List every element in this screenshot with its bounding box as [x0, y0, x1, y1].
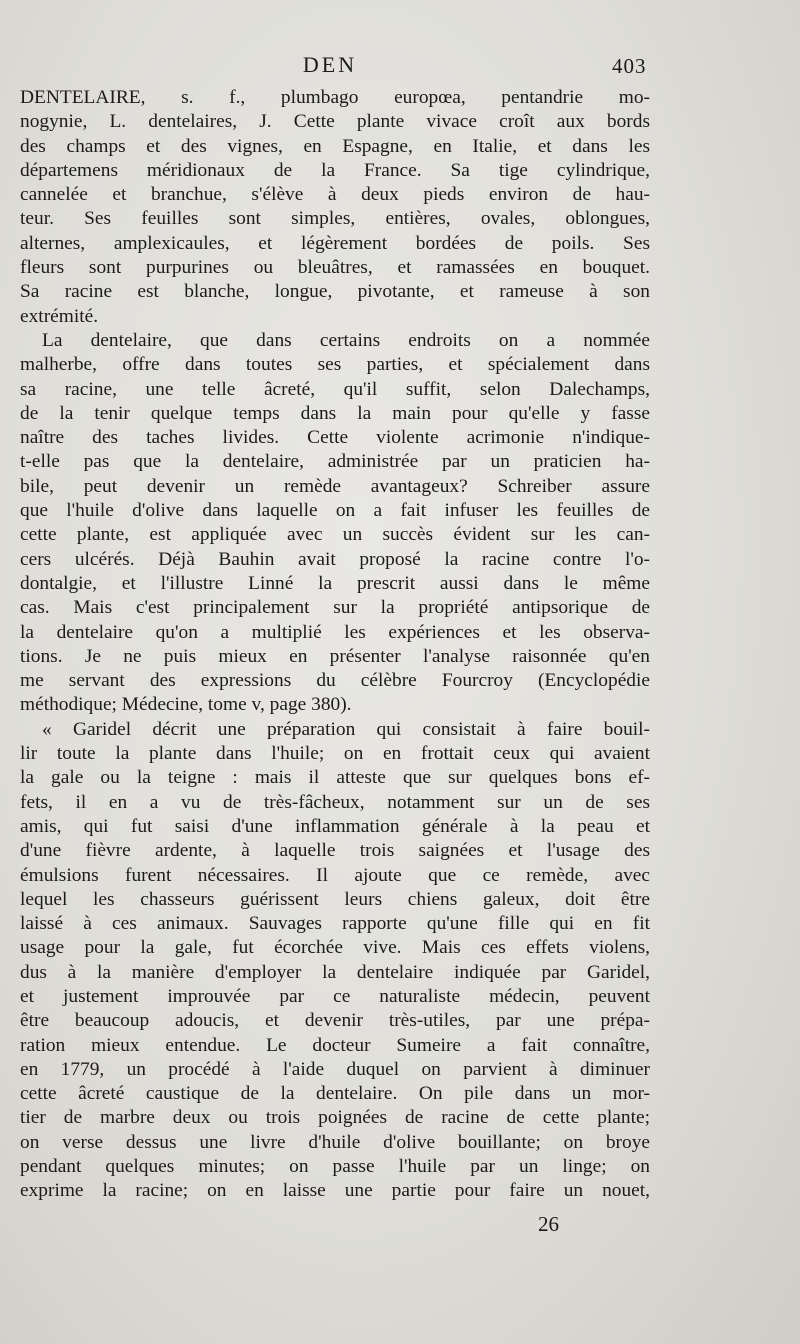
text-line: pendant quelques minutes; on passe l'huile par un linge; on: [20, 1156, 650, 1178]
text-line: DENTELAIRE, s. f., plumbago europœa, pentandrie mo-: [20, 87, 650, 108]
text-line: en 1779, un procédé à l'aide duquel on parvient à diminuer: [20, 1058, 650, 1080]
text-line: bile, peut devenir un remède avantageux? Schreiber assure: [20, 475, 650, 497]
text-line: cette plante, est appliquée avec un succès évident sur les can-: [20, 524, 650, 546]
text-line: des champs et des vignes, en Espagne, en Italie, et dans les: [20, 135, 650, 157]
text-line: cette âcreté caustique de la dentelaire. On pile dans un mor-: [20, 1083, 650, 1105]
text-line: La dentelaire, que dans certains endroits on a nommée: [42, 329, 650, 351]
text-line: Sa racine est blanche, longue, pivotante, et rameuse à son: [20, 281, 650, 303]
text-line: exprime la racine; on en laisse une partie pour faire un nouet,: [20, 1180, 650, 1202]
text-line: que l'huile d'olive dans laquelle on a fait infuser les feuilles de: [20, 500, 650, 522]
text-line: être beaucoup adoucis, et devenir très-utiles, par une prépa-: [20, 1010, 650, 1032]
text-line: ration mieux entendue. Le docteur Sumeire a fait connaître,: [20, 1034, 650, 1056]
text-line: malherbe, offre dans toutes ses parties, et spécialement dans: [20, 354, 650, 376]
text-line: usage pour la gale, fut écorchée vive. Mais ces effets violens,: [20, 937, 650, 959]
text-line: naître des taches livides. Cette violente acrimonie n'indique-: [20, 427, 650, 449]
text-line: t-elle pas que la dentelaire, administrée par un praticien ha-: [20, 451, 650, 473]
signature-mark: 26: [538, 1212, 559, 1236]
text-line: on verse dessus une livre d'huile d'olive bouillante; on broye: [20, 1131, 650, 1153]
text-line: lir toute la plante dans l'huile; on en frottait ceux qui avaient: [20, 743, 650, 765]
text-line: cers ulcérés. Déjà Bauhin avait proposé la racine contre l'o-: [20, 548, 650, 570]
paragraph-2: [20, 329, 650, 718]
text-line: cannelée et branchue, s'élève à deux pieds environ de hau-: [20, 184, 650, 206]
text-line: tier de marbre deux ou trois poignées de racine de cette plante;: [20, 1107, 650, 1129]
text-line: fleurs sont purpurines ou bleuâtres, et ramassées en bouquet.: [20, 257, 650, 279]
text-line: cas. Mais c'est principalement sur la propriété antipsorique de: [20, 597, 650, 619]
body-text: [20, 86, 650, 1204]
text-line: émulsions furent nécessaires. Il ajoute que ce remède, avec: [20, 864, 650, 886]
text-line: « Garidel décrit une préparation qui consistait à faire bouil-: [42, 718, 650, 740]
text-line: sa racine, une telle âcreté, qu'il suffit, selon Dalechamps,: [20, 378, 650, 400]
text-line: alternes, amplexicaules, et légèrement bordées de poils. Ses: [20, 232, 650, 254]
text-line: la gale ou la teigne : mais il atteste que sur quelques bons ef-: [20, 767, 650, 789]
text-line: et justement improuvée par ce naturaliste médecin, peuvent: [20, 985, 650, 1007]
text-line: me servant des expressions du célèbre Fourcroy (Encyclopédie: [20, 670, 650, 692]
text-line: méthodique; Médecine, tome v, page 380).: [20, 694, 352, 716]
text-line: laissé à ces animaux. Sauvages rapporte qu'une fille qui en fit: [20, 913, 650, 935]
text-line: nogynie, L. dentelaires, J. Cette plante vivace croît aux bords: [20, 111, 650, 133]
text-line: d'une fièvre ardente, à laquelle trois saignées et l'usage des: [20, 840, 650, 862]
text-line: dus à la manière d'employer la dentelaire indiquée par Garidel,: [20, 961, 650, 983]
text-line: tions. Je ne puis mieux en présenter l'analyse raisonnée qu'en: [20, 645, 650, 667]
page-number: 403: [612, 54, 647, 78]
running-head: DEN: [302, 52, 358, 77]
text-line: dontalgie, et l'illustre Linné la prescrit aussi dans le même: [20, 572, 650, 594]
paragraph-1: [20, 86, 650, 329]
text-line: fets, il en a vu de très-fâcheux, notamment sur un de ses: [20, 791, 650, 813]
text-line: teur. Ses feuilles sont simples, entières, ovales, oblongues,: [20, 208, 650, 230]
text-line: de la tenir quelque temps dans la main pour qu'elle y fasse: [20, 402, 650, 424]
paragraph-3: [20, 718, 650, 1204]
text-line: extrémité.: [20, 305, 99, 327]
text-line: lequel les chasseurs guérissent leurs chiens galeux, doit être: [20, 888, 650, 910]
text-line: départemens méridionaux de la France. Sa tige cylindrique,: [20, 159, 650, 181]
text-line: amis, qui fut saisi d'une inflammation générale à la peau et: [20, 815, 650, 837]
text-line: la dentelaire qu'on a multiplié les expériences et les observa-: [20, 621, 650, 643]
